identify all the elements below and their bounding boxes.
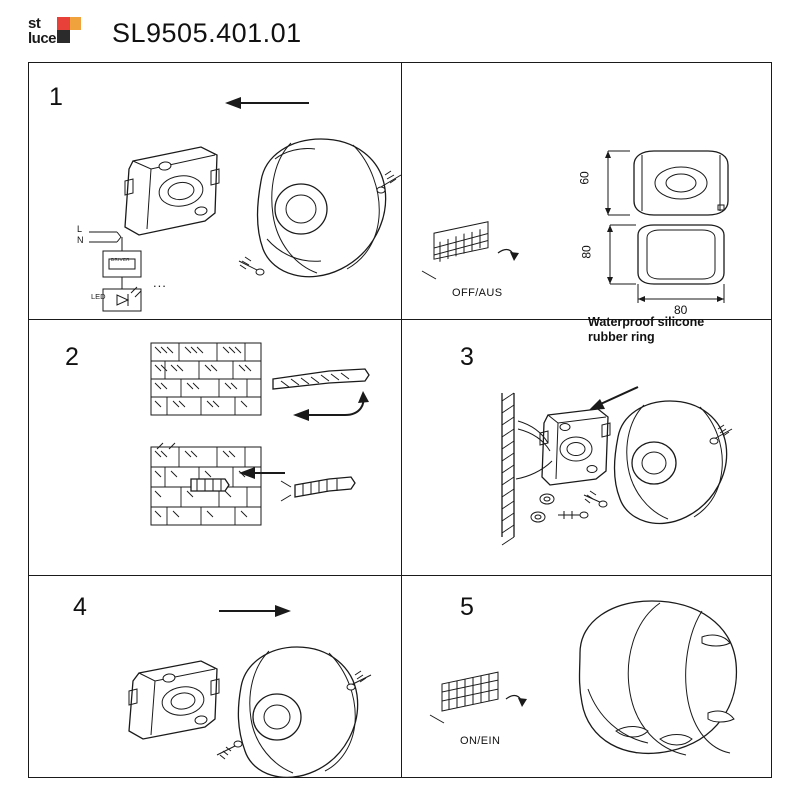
step-2-illustration bbox=[29, 321, 401, 575]
dimension-width-label: 80 bbox=[674, 303, 688, 317]
logo-square-red-icon bbox=[57, 17, 70, 30]
washer-icon-1 bbox=[540, 494, 554, 504]
screw-icon-bottom-2 bbox=[217, 741, 242, 759]
mounting-bracket-icon-installed bbox=[516, 409, 610, 485]
step-3-number: 3 bbox=[460, 343, 474, 371]
panel-grid bbox=[28, 62, 772, 778]
drill-bit-icon bbox=[273, 369, 369, 389]
wiring-live-label: L bbox=[77, 224, 83, 234]
screw-icon-side bbox=[558, 511, 588, 519]
wiring-driver-label: DRIVER bbox=[111, 257, 130, 262]
panel-step-5 bbox=[402, 577, 773, 779]
panel-step-1 bbox=[29, 63, 401, 319]
dimension-line-height bbox=[605, 151, 630, 215]
wall-lamp-body-icon-3 bbox=[238, 647, 357, 777]
brand-name-line1: st bbox=[28, 15, 41, 32]
step-3-note-line2: rubber ring bbox=[588, 330, 655, 344]
power-switch-off-icon bbox=[422, 222, 519, 279]
dimension-height-label: 60 bbox=[577, 171, 592, 185]
power-switch-on-icon bbox=[430, 672, 527, 723]
dimension-line-width bbox=[638, 284, 724, 303]
step-4-number: 4 bbox=[73, 593, 87, 621]
mounting-bracket-icon-2 bbox=[129, 661, 219, 739]
brick-wall-icon-bottom bbox=[151, 443, 261, 525]
dimension-depth-label: 80 bbox=[579, 245, 594, 259]
wiring-neutral-label: N bbox=[77, 235, 84, 245]
brick-wall-icon-top bbox=[151, 343, 261, 415]
panel-step-2 bbox=[29, 321, 401, 575]
step-2-number: 2 bbox=[65, 343, 79, 371]
brand-logo bbox=[28, 14, 84, 52]
switch-on-caption: ON/EIN bbox=[460, 735, 501, 747]
panel-step-4 bbox=[29, 577, 401, 779]
note-pointer-arrow-icon bbox=[589, 387, 638, 410]
installed-lamp-icon bbox=[580, 601, 737, 755]
switch-off-caption: OFF/AUS bbox=[452, 287, 503, 299]
brand-name-line2: luce bbox=[28, 30, 57, 47]
front-view-icon bbox=[634, 151, 728, 215]
step-1-number: 1 bbox=[49, 83, 63, 111]
dimensions-illustration bbox=[402, 63, 773, 319]
wall-plug-icon bbox=[281, 477, 355, 501]
step-4-illustration bbox=[29, 577, 401, 779]
washer-icon-2 bbox=[531, 512, 545, 522]
step-1-illustration bbox=[29, 63, 401, 319]
step-5-illustration bbox=[402, 577, 773, 779]
top-view-icon bbox=[638, 225, 724, 284]
page-title: SL9505.401.01 bbox=[112, 17, 302, 48]
logo-square-dark-icon bbox=[57, 30, 70, 43]
step-3-note-line1: Waterproof silicone bbox=[588, 315, 705, 329]
mounting-bracket-icon bbox=[125, 147, 219, 235]
panel-step-3 bbox=[402, 315, 773, 575]
wiring-ellipsis: ... bbox=[153, 275, 167, 290]
drill-arrow-icon bbox=[293, 391, 369, 421]
panel-dimensions bbox=[402, 63, 773, 319]
wall-lamp-body-icon-2 bbox=[615, 401, 727, 523]
wiring-led-label: LED bbox=[91, 292, 106, 301]
step-5-number: 5 bbox=[460, 593, 474, 621]
direction-arrow-icon bbox=[225, 97, 309, 109]
screw-icon-lower bbox=[584, 491, 607, 507]
wall-lamp-body-icon bbox=[258, 139, 386, 277]
dimension-line-depth bbox=[607, 225, 636, 284]
wall-section-icon bbox=[502, 393, 514, 545]
screw-icon-bottom bbox=[239, 257, 264, 275]
direction-arrow-icon-2 bbox=[219, 605, 291, 617]
page-header bbox=[28, 8, 772, 58]
logo-square-orange-icon bbox=[70, 17, 81, 30]
step-3-illustration bbox=[402, 321, 773, 575]
